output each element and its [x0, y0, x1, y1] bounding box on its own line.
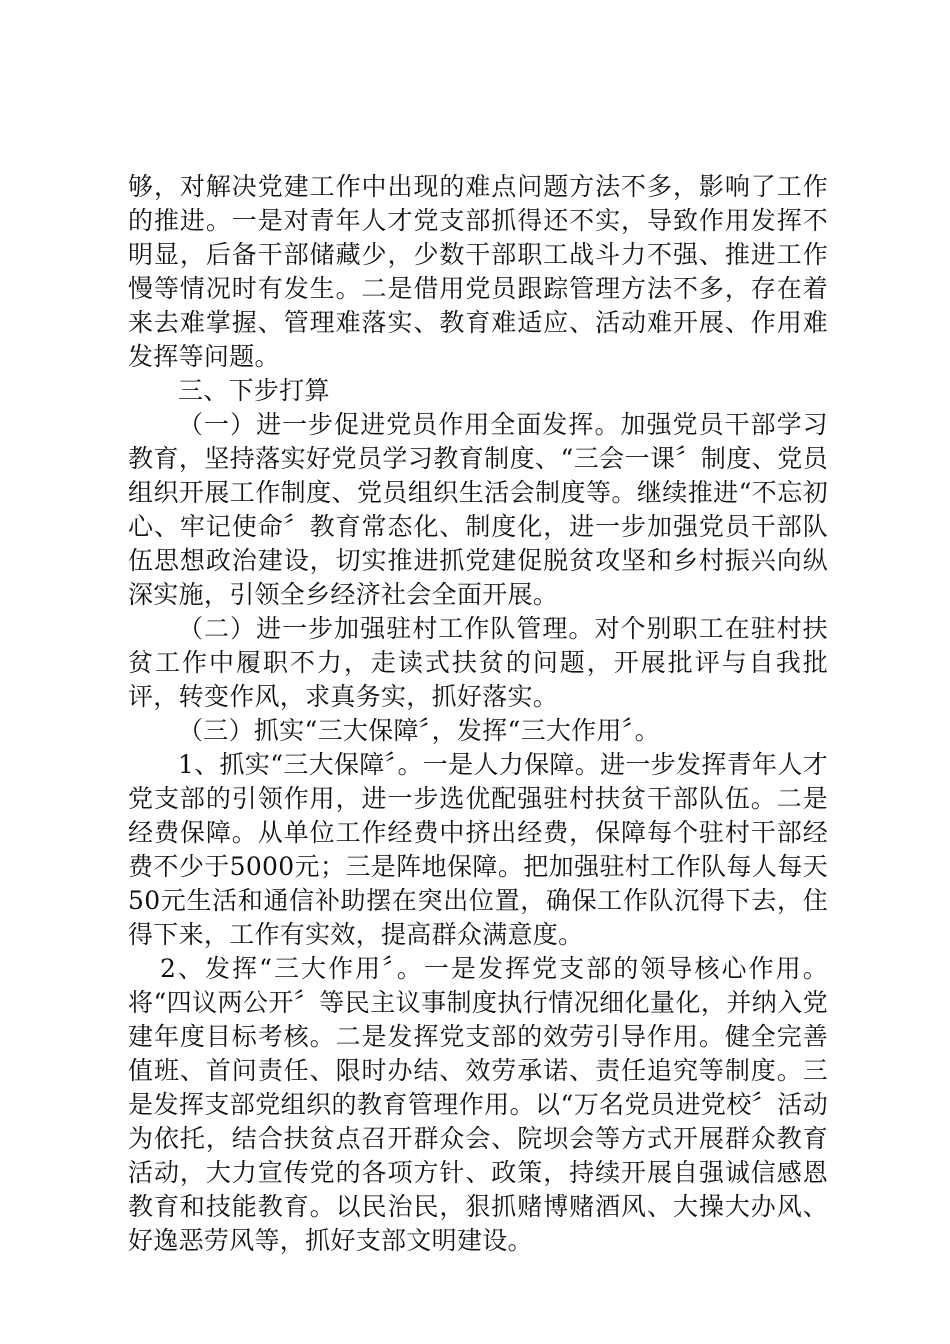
section-heading-next-steps: 三、下步打算 — [178, 376, 330, 405]
paragraph-sub-two: 2、发挥“三大作用〞。一是发挥党支部的领导核心作用。将“四议两公开〞等民主议事制度执行情况细化量化，并纳入党建年度目标考核。二是发挥党支部的效劳引导作用。健全完善值班、首问责任、限时办结、效劳承诺、责任追究等制度。三是发挥支部党组织的教育管理作用。以“万名党员进党校〞活动为依托，结合扶贫点召开群众会、院坝会等方式开展群众教育活动，大力宣传党的各项方针、政策，持续开展自强诚信感恩教育和技能教育。以民治民，狠抓赌博赌酒风、大操大办风、好逸恶劳风等，抓好支部文明建设。 — [128, 954, 828, 1255]
paragraph-item-one: （一）进一步促进党员作用全面发挥。加强党员干部学习教育，坚持落实好党员学习教育制度、“三会一课〞制度、党员组织开展工作制度、党员组织生活会制度等。继续推进“不忘初心、牢记使命〞教育常态化、制度化，进一步加强党员干部队伍思想政治建设，切实推进抓党建促脱贫攻坚和乡村振兴向纵深实施，引领全乡经济社会全面开展。 — [128, 410, 828, 609]
paragraph-sub-one: 1、抓实“三大保障〞。一是人力保障。进一步发挥青年人才党支部的引领作用，进一步选优配强驻村扶贫干部队伍。二是经费保障。从单位工作经费中挤出经费，保障每个驻村干部经费不少于5000元；三是阵地保障。把加强驻村工作队每人每天50元生活和通信补助摆在突出位置，确保工作队沉得下去，住得下来，工作有实效，提高群众满意度。 — [128, 750, 828, 949]
paragraph-continuation: 够，对解决党建工作中出现的难点问题方法不多，影响了工作的推进。一是对青年人才党支部抓得还不实，导致作用发挥不明显，后备干部储藏少，少数干部职工战斗力不强、推进工作慢等情况时有发生。二是借用党员跟踪管理方法不多，存在着来去难掌握、管理难落实、教育难适应、活动难开展、作用难发挥等问题。 — [128, 172, 828, 371]
paragraph-item-two: （二）进一步加强驻村工作队管理。对个别职工在驻村扶贫工作中履职不力，走读式扶贫的问题，开展批评与自我批评，转变作风，求真务实，抓好落实。 — [128, 614, 828, 711]
document-body — [128, 170, 828, 1258]
paragraph-item-three: （三）抓实“三大保障〞，发挥“三大作用〞。 — [178, 716, 660, 745]
